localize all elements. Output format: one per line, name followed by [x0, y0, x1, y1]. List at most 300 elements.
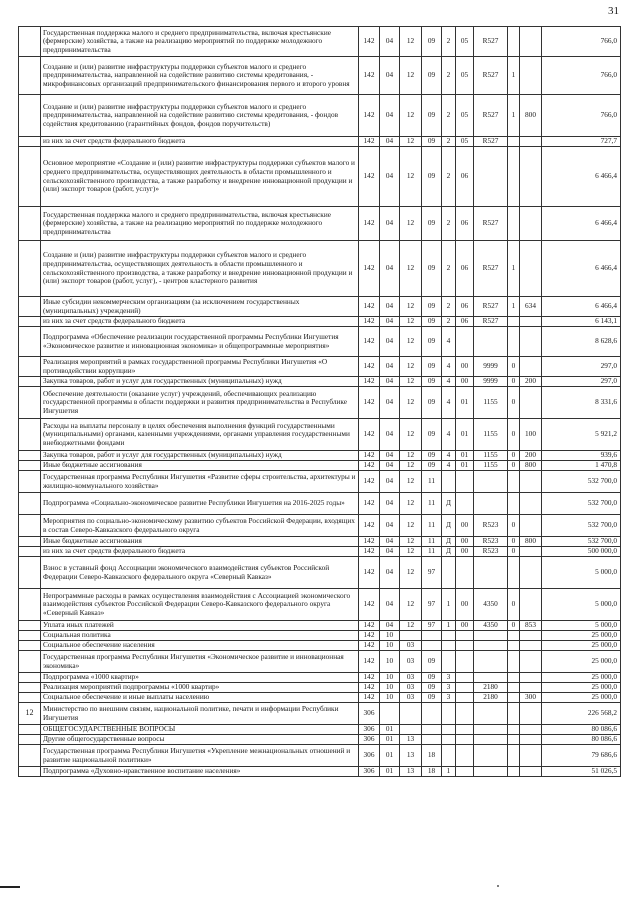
code-expense-type: [520, 651, 542, 673]
code-subsection: 12: [400, 95, 422, 137]
code-subprogram: 2: [442, 207, 456, 241]
code-extra: [508, 137, 520, 147]
code-subsection: 12: [400, 147, 422, 207]
row-name: Создание и (или) развитие инфраструктуры поддержки субъектов малого и среднего предпринимательства, направленной на содействие развитию системы кредитования, - фондов содействия кредитованию (гарантийных фондов, фондов поручительств): [41, 95, 359, 137]
row-amount: 5 000,0: [542, 589, 621, 621]
row-number: [19, 461, 41, 471]
table-row: [19, 137, 621, 147]
code-event: [456, 745, 474, 767]
code-subsection: 03: [400, 683, 422, 693]
code-ministry: 142: [359, 537, 380, 547]
table-row: [19, 735, 621, 745]
code-extra: 0: [508, 547, 520, 557]
row-name: Мероприятия по социально-экономическому развитию субъектов Российской Федерации, входящих в состав Северо-Кавказского федерального округа: [41, 515, 359, 537]
table-row: [19, 767, 621, 777]
row-amount: 25 000,0: [542, 673, 621, 683]
code-extra: [508, 693, 520, 703]
row-number: [19, 537, 41, 547]
code-event: 00: [456, 589, 474, 621]
row-name: Реализация мероприятий подпрограммы «1000 квартир»: [41, 683, 359, 693]
code-subsection: [400, 725, 422, 735]
row-amount: 25 000,0: [542, 693, 621, 703]
code-section: 04: [380, 357, 400, 377]
row-amount: 297,0: [542, 377, 621, 387]
code-expense-type: [520, 725, 542, 735]
row-amount: 766,0: [542, 27, 621, 57]
code-event: 06: [456, 147, 474, 207]
table-row: [19, 461, 621, 471]
code-section: 04: [380, 547, 400, 557]
code-ministry: 142: [359, 387, 380, 419]
code-subprogram: 1: [442, 621, 456, 631]
table-row: [19, 703, 621, 725]
row-amount: 297,0: [542, 357, 621, 377]
code-extra: 0: [508, 589, 520, 621]
code-extra: 0: [508, 537, 520, 547]
table-row: [19, 631, 621, 641]
code-expense-type: 300: [520, 693, 542, 703]
code-direction: 4350: [474, 589, 508, 621]
code-expense-type: [520, 327, 542, 357]
code-ministry: 142: [359, 207, 380, 241]
row-number: [19, 515, 41, 537]
code-ministry: 142: [359, 327, 380, 357]
code-direction: [474, 651, 508, 673]
code-program: 09: [422, 387, 442, 419]
code-program: 09: [422, 297, 442, 317]
code-expense-type: [520, 471, 542, 493]
code-subsection: 12: [400, 589, 422, 621]
row-name: Государственная поддержка малого и среднего предпринимательства, включая крестьянские (фермерские) хозяйства, а также на реализацию мероприятий по поддержке молодежного предпринимательства: [41, 27, 359, 57]
code-section: 04: [380, 461, 400, 471]
code-extra: 1: [508, 95, 520, 137]
row-name: Другие общегосударственные вопросы: [41, 735, 359, 745]
row-name: из них за счет средств федерального бюджета: [41, 317, 359, 327]
code-subprogram: 1: [442, 589, 456, 621]
code-program: 09: [422, 317, 442, 327]
code-direction: R523: [474, 537, 508, 547]
code-ministry: 142: [359, 471, 380, 493]
row-number: 12: [19, 703, 41, 725]
code-ministry: 142: [359, 461, 380, 471]
code-program: [422, 641, 442, 651]
code-program: 09: [422, 673, 442, 683]
row-amount: 6 466,4: [542, 207, 621, 241]
code-event: 01: [456, 419, 474, 451]
row-amount: 6 143,1: [542, 317, 621, 327]
code-ministry: 142: [359, 673, 380, 683]
code-subsection: 13: [400, 735, 422, 745]
row-amount: 766,0: [542, 95, 621, 137]
code-expense-type: [520, 589, 542, 621]
row-number: [19, 493, 41, 515]
row-number: [19, 631, 41, 641]
code-subprogram: [442, 703, 456, 725]
code-program: 18: [422, 745, 442, 767]
code-subsection: 12: [400, 493, 422, 515]
code-direction: [474, 673, 508, 683]
code-expense-type: 800: [520, 95, 542, 137]
code-expense-type: 100: [520, 419, 542, 451]
table-row: [19, 387, 621, 419]
code-subprogram: 4: [442, 357, 456, 377]
row-name: Подпрограмма «Социально-экономическое развитие Республики Ингушетия на 2016-2025 годы»: [41, 493, 359, 515]
row-amount: 5 000,0: [542, 557, 621, 589]
table-row: [19, 297, 621, 317]
code-section: 10: [380, 693, 400, 703]
code-program: [422, 735, 442, 745]
code-subprogram: 3: [442, 673, 456, 683]
table-row: [19, 147, 621, 207]
row-name: Уплата иных платежей: [41, 621, 359, 631]
code-extra: 0: [508, 387, 520, 419]
table-row: [19, 377, 621, 387]
code-expense-type: [520, 137, 542, 147]
code-subsection: [400, 703, 422, 725]
row-name: Государственная поддержка малого и среднего предпринимательства, включая крестьянские (фермерские) хозяйства, а также на реализацию мероприятий по поддержке молодежного предпринимательства: [41, 207, 359, 241]
row-amount: 25 000,0: [542, 683, 621, 693]
code-section: 04: [380, 327, 400, 357]
code-section: 04: [380, 471, 400, 493]
row-number: [19, 387, 41, 419]
table-row: [19, 451, 621, 461]
code-subsection: 13: [400, 745, 422, 767]
code-subsection: 12: [400, 357, 422, 377]
code-subsection: 12: [400, 207, 422, 241]
row-amount: 939,6: [542, 451, 621, 461]
row-amount: 51 026,5: [542, 767, 621, 777]
code-section: 04: [380, 589, 400, 621]
row-amount: 8 331,6: [542, 387, 621, 419]
code-subprogram: 2: [442, 147, 456, 207]
code-program: 11: [422, 493, 442, 515]
code-subprogram: 2: [442, 137, 456, 147]
code-program: 97: [422, 557, 442, 589]
code-extra: 0: [508, 515, 520, 537]
code-subsection: [400, 631, 422, 641]
row-name: Обеспечение деятельности (оказание услуг) учреждений, обеспечивающих реализацию государственной программы в области поддержки и развития предпринимательства в Республике Ингушетия: [41, 387, 359, 419]
code-program: 09: [422, 651, 442, 673]
code-expense-type: 800: [520, 461, 542, 471]
table-row: [19, 683, 621, 693]
row-number: [19, 147, 41, 207]
code-ministry: 142: [359, 297, 380, 317]
code-direction: [474, 631, 508, 641]
code-subsection: 13: [400, 767, 422, 777]
code-expense-type: [520, 515, 542, 537]
table-row: [19, 589, 621, 621]
code-section: 04: [380, 387, 400, 419]
code-extra: 1: [508, 297, 520, 317]
code-subsection: 12: [400, 537, 422, 547]
row-number: [19, 767, 41, 777]
code-event: 00: [456, 515, 474, 537]
code-extra: [508, 631, 520, 641]
code-subsection: 12: [400, 137, 422, 147]
code-section: 10: [380, 631, 400, 641]
code-direction: R527: [474, 317, 508, 327]
code-direction: 9999: [474, 377, 508, 387]
code-ministry: 142: [359, 515, 380, 537]
row-amount: 8 628,6: [542, 327, 621, 357]
table-row: [19, 651, 621, 673]
code-direction: [474, 767, 508, 777]
code-program: 09: [422, 57, 442, 95]
code-subsection: 12: [400, 471, 422, 493]
code-subsection: 12: [400, 27, 422, 57]
row-amount: 532 700,0: [542, 537, 621, 547]
code-subprogram: Д: [442, 537, 456, 547]
row-number: [19, 547, 41, 557]
code-section: 04: [380, 57, 400, 95]
code-extra: [508, 471, 520, 493]
code-subprogram: [442, 631, 456, 641]
code-extra: [508, 735, 520, 745]
row-number: [19, 673, 41, 683]
row-name: из них за счет средств федерального бюджета: [41, 137, 359, 147]
table-row: [19, 317, 621, 327]
code-subsection: 12: [400, 377, 422, 387]
code-section: 04: [380, 419, 400, 451]
code-extra: [508, 651, 520, 673]
code-extra: [508, 703, 520, 725]
code-extra: [508, 493, 520, 515]
row-name: Социальное обеспечение и иные выплаты населению: [41, 693, 359, 703]
code-subsection: 03: [400, 693, 422, 703]
code-ministry: 306: [359, 745, 380, 767]
code-section: 04: [380, 537, 400, 547]
code-section: 10: [380, 673, 400, 683]
code-subprogram: 2: [442, 317, 456, 327]
code-event: 00: [456, 537, 474, 547]
row-name: Непрограммные расходы в рамках осуществления взаимодействия с Ассоциацией экономического взаимодействия субъектов Российской Федерации Северо-Кавказского федерального округа «Северный Кавказ»: [41, 589, 359, 621]
code-expense-type: [520, 641, 542, 651]
code-direction: 1155: [474, 419, 508, 451]
code-section: 04: [380, 297, 400, 317]
table-row: [19, 327, 621, 357]
code-extra: [508, 147, 520, 207]
code-extra: [508, 557, 520, 589]
code-event: 00: [456, 357, 474, 377]
code-ministry: 142: [359, 27, 380, 57]
code-expense-type: [520, 241, 542, 297]
row-number: [19, 419, 41, 451]
row-name: Взнос в уставный фонд Ассоциации экономического взаимодействия субъектов Российской Федерации Северо-Кавказского федерального округа «Северный Кавказ»: [41, 557, 359, 589]
row-number: [19, 57, 41, 95]
code-expense-type: [520, 735, 542, 745]
row-amount: 80 086,6: [542, 725, 621, 735]
code-program: 09: [422, 377, 442, 387]
code-subprogram: 4: [442, 451, 456, 461]
code-event: 05: [456, 57, 474, 95]
row-number: [19, 317, 41, 327]
code-ministry: 142: [359, 557, 380, 589]
code-extra: [508, 27, 520, 57]
code-subprogram: 2: [442, 57, 456, 95]
code-ministry: 142: [359, 419, 380, 451]
code-direction: [474, 471, 508, 493]
row-number: [19, 241, 41, 297]
row-number: [19, 377, 41, 387]
code-ministry: 306: [359, 725, 380, 735]
code-ministry: 142: [359, 631, 380, 641]
code-expense-type: 800: [520, 537, 542, 547]
row-name: Министерство по внешним связям, национальной политике, печати и информации Республики Ингушетия: [41, 703, 359, 725]
code-ministry: 142: [359, 317, 380, 327]
code-direction: 1155: [474, 461, 508, 471]
code-direction: 9999: [474, 357, 508, 377]
code-expense-type: [520, 207, 542, 241]
code-expense-type: [520, 767, 542, 777]
code-section: 01: [380, 745, 400, 767]
code-expense-type: 634: [520, 297, 542, 317]
row-number: [19, 735, 41, 745]
code-subsection: 03: [400, 641, 422, 651]
code-subprogram: [442, 471, 456, 493]
row-name: Создание и (или) развитие инфраструктуры поддержки субъектов малого и среднего предпринимательства, направленной на содействие развитию системы кредитования, - микрофинансовых организаций предпринимательского финансирования первого и второго уровня: [41, 57, 359, 95]
code-program: [422, 725, 442, 735]
code-section: 04: [380, 147, 400, 207]
code-expense-type: [520, 745, 542, 767]
row-amount: 766,0: [542, 57, 621, 95]
code-program: 09: [422, 327, 442, 357]
row-amount: 532 700,0: [542, 471, 621, 493]
code-event: [456, 631, 474, 641]
row-name: Основное мероприятие «Создание и (или) развитие инфраструктуры поддержки субъектов малого и среднего предпринимательства, осуществляющих деятельность в области промышленного и сельскохозяйственного производства, а также разработку и внедрение инновационной продукции и (или) экспорт товаров (работ, услуг)»: [41, 147, 359, 207]
code-ministry: 142: [359, 451, 380, 461]
row-amount: 5 000,0: [542, 621, 621, 631]
code-event: [456, 641, 474, 651]
row-number: [19, 451, 41, 461]
code-event: [456, 493, 474, 515]
code-ministry: 142: [359, 377, 380, 387]
code-expense-type: [520, 631, 542, 641]
code-section: 01: [380, 725, 400, 735]
row-name: Государственная программа Республики Ингушетия «Экономическое развитие и инновационная экономика»: [41, 651, 359, 673]
code-event: 06: [456, 241, 474, 297]
code-event: [456, 683, 474, 693]
code-ministry: 142: [359, 493, 380, 515]
code-section: 04: [380, 515, 400, 537]
code-expense-type: [520, 57, 542, 95]
code-event: 06: [456, 297, 474, 317]
code-subsection: 12: [400, 387, 422, 419]
code-ministry: 142: [359, 641, 380, 651]
code-ministry: 142: [359, 137, 380, 147]
code-program: 11: [422, 537, 442, 547]
row-name: Расходы на выплаты персоналу в целях обеспечения выполнения функций государственными (муниципальными) органами, казенными учреждениями, органами управления государственными внебюджетными фондами: [41, 419, 359, 451]
code-ministry: 142: [359, 621, 380, 631]
code-direction: 1155: [474, 387, 508, 419]
row-number: [19, 651, 41, 673]
budget-table: [18, 26, 621, 777]
code-subsection: 12: [400, 57, 422, 95]
row-name: Иные субсидии некоммерческим организациям (за исключением государственных (муниципальных) учреждений): [41, 297, 359, 317]
row-number: [19, 557, 41, 589]
code-direction: R527: [474, 27, 508, 57]
code-subsection: 12: [400, 419, 422, 451]
row-name: Подпрограмма «Духовно-нравственное воспитание населения»: [41, 767, 359, 777]
table-row: [19, 537, 621, 547]
code-event: [456, 471, 474, 493]
code-direction: [474, 493, 508, 515]
code-event: [456, 327, 474, 357]
row-number: [19, 725, 41, 735]
code-program: 09: [422, 137, 442, 147]
code-subprogram: 2: [442, 95, 456, 137]
code-event: 01: [456, 451, 474, 461]
row-amount: 6 466,4: [542, 241, 621, 297]
row-amount: 6 466,4: [542, 147, 621, 207]
code-expense-type: [520, 147, 542, 207]
code-subprogram: 4: [442, 419, 456, 451]
code-program: 11: [422, 515, 442, 537]
table-row: [19, 547, 621, 557]
row-number: [19, 327, 41, 357]
table-row: [19, 57, 621, 95]
code-ministry: 142: [359, 693, 380, 703]
code-direction: R527: [474, 207, 508, 241]
scan-mark: [0, 886, 20, 888]
code-program: 11: [422, 547, 442, 557]
code-event: [456, 673, 474, 683]
code-program: 09: [422, 419, 442, 451]
code-section: 04: [380, 493, 400, 515]
row-name: Государственная программа Республики Ингушетия «Развитие сферы строительства, архитектуры и жилищно-коммунального хозяйства»: [41, 471, 359, 493]
row-name: Создание и (или) развитие инфраструктуры поддержки субъектов малого и среднего предпринимательства, осуществляющих деятельность в области промышленного и сельскохозяйственного производства, а также разработку и внедрение инновационной продукции и (или) экспорт товаров (работ, услуг), - центров кластерного развития: [41, 241, 359, 297]
code-subprogram: Д: [442, 547, 456, 557]
code-extra: 0: [508, 451, 520, 461]
code-extra: [508, 207, 520, 241]
code-direction: [474, 327, 508, 357]
code-event: [456, 703, 474, 725]
row-name: Иные бюджетные ассигнования: [41, 461, 359, 471]
code-direction: R527: [474, 241, 508, 297]
row-number: [19, 621, 41, 631]
row-number: [19, 207, 41, 241]
code-subprogram: 4: [442, 377, 456, 387]
code-section: 04: [380, 317, 400, 327]
code-direction: 2180: [474, 683, 508, 693]
code-extra: [508, 641, 520, 651]
code-extra: 0: [508, 621, 520, 631]
code-extra: [508, 317, 520, 327]
code-program: 97: [422, 589, 442, 621]
code-ministry: 142: [359, 589, 380, 621]
code-direction: [474, 703, 508, 725]
code-subsection: 03: [400, 651, 422, 673]
code-expense-type: [520, 673, 542, 683]
code-subprogram: [442, 557, 456, 589]
code-extra: 0: [508, 357, 520, 377]
code-extra: [508, 745, 520, 767]
row-name: Государственная программа Республики Ингушетия «Укрепление межнациональных отношений и развитие национальной политики»: [41, 745, 359, 767]
code-program: 09: [422, 683, 442, 693]
code-ministry: 306: [359, 735, 380, 745]
code-subprogram: 2: [442, 241, 456, 297]
row-number: [19, 641, 41, 651]
code-ministry: 306: [359, 767, 380, 777]
table-row: [19, 673, 621, 683]
code-expense-type: [520, 317, 542, 327]
code-event: [456, 557, 474, 589]
code-subprogram: [442, 651, 456, 673]
row-amount: 500 000,0: [542, 547, 621, 557]
code-extra: 0: [508, 461, 520, 471]
row-number: [19, 683, 41, 693]
code-extra: [508, 767, 520, 777]
table-row: [19, 95, 621, 137]
